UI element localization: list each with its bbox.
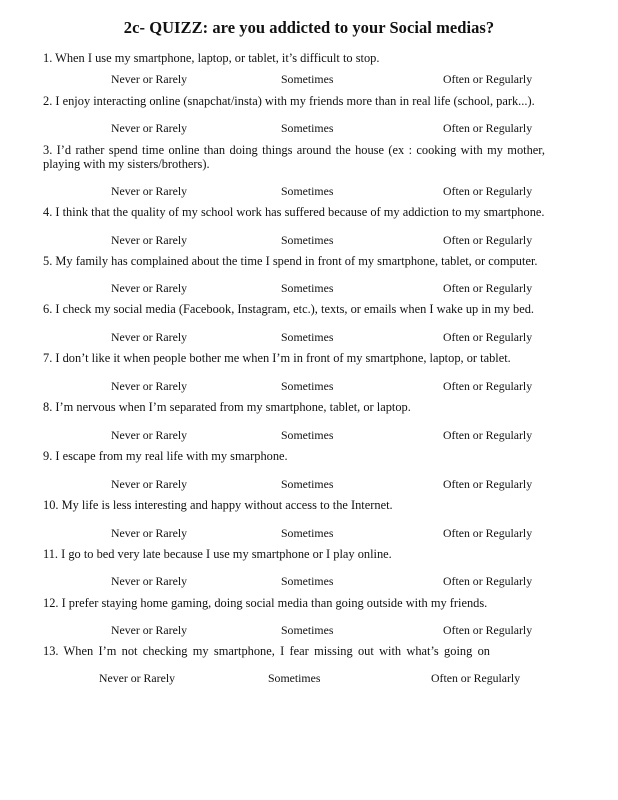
option-often-or-regularly[interactable]: Often or Regularly (443, 330, 533, 344)
option-often-or-regularly[interactable]: Often or Regularly (443, 526, 533, 540)
question-4: 4. I think that the quality of my school work has suffered because of my addiction to my smartphone. (43, 205, 545, 219)
option-often-or-regularly[interactable]: Often or Regularly (431, 671, 521, 685)
option-never-or-rarely[interactable]: Never or Rarely (111, 281, 187, 295)
question-8: 8. I’m nervous when I’m separated from my smartphone, tablet, or laptop. (43, 400, 411, 414)
answer-options-5 (0, 281, 618, 295)
option-often-or-regularly[interactable]: Often or Regularly (443, 428, 533, 442)
option-never-or-rarely[interactable]: Never or Rarely (111, 379, 187, 393)
option-often-or-regularly[interactable]: Often or Regularly (443, 477, 533, 491)
answer-options-4 (0, 233, 618, 247)
question-9: 9. I escape from my real life with my smarphone. (43, 449, 288, 463)
option-sometimes[interactable]: Sometimes (281, 526, 334, 540)
answer-options-8 (0, 428, 618, 442)
answer-options-11 (0, 574, 618, 588)
answer-options-1 (0, 72, 618, 86)
answer-options-10 (0, 526, 618, 540)
option-often-or-regularly[interactable]: Often or Regularly (443, 623, 533, 637)
answer-options-2 (0, 121, 618, 135)
option-never-or-rarely[interactable]: Never or Rarely (111, 623, 187, 637)
option-never-or-rarely[interactable]: Never or Rarely (111, 477, 187, 491)
question-1: 1. When I use my smartphone, laptop, or tablet, it’s difficult to stop. (43, 51, 380, 65)
question-10: 10. My life is less interesting and happy without access to the Internet. (43, 498, 393, 512)
option-often-or-regularly[interactable]: Often or Regularly (443, 72, 533, 86)
option-sometimes[interactable]: Sometimes (281, 72, 334, 86)
option-never-or-rarely[interactable]: Never or Rarely (111, 121, 187, 135)
option-often-or-regularly[interactable]: Often or Regularly (443, 379, 533, 393)
option-never-or-rarely[interactable]: Never or Rarely (111, 526, 187, 540)
answer-options-6 (0, 330, 618, 344)
question-7: 7. I don’t like it when people bother me when I’m in front of my smartphone, laptop, or tablet. (43, 351, 511, 365)
option-never-or-rarely[interactable]: Never or Rarely (111, 72, 187, 86)
answer-options-12 (0, 623, 618, 637)
answer-options-13 (0, 671, 618, 685)
option-often-or-regularly[interactable]: Often or Regularly (443, 184, 533, 198)
option-never-or-rarely[interactable]: Never or Rarely (99, 671, 175, 685)
option-sometimes[interactable]: Sometimes (281, 477, 334, 491)
option-sometimes[interactable]: Sometimes (281, 281, 334, 295)
page-title: 2c- QUIZZ: are you addicted to your Social medias? (123, 18, 495, 37)
option-never-or-rarely[interactable]: Never or Rarely (111, 330, 187, 344)
option-sometimes[interactable]: Sometimes (281, 623, 334, 637)
question-11: 11. I go to bed very late because I use my smartphone or I play online. (43, 547, 392, 561)
option-sometimes[interactable]: Sometimes (281, 233, 334, 247)
option-often-or-regularly[interactable]: Often or Regularly (443, 281, 533, 295)
option-often-or-regularly[interactable]: Often or Regularly (443, 233, 533, 247)
question-13: 13. When I’m not checking my smartphone, I fear missing out with what’s going on (43, 644, 490, 658)
option-never-or-rarely[interactable]: Never or Rarely (111, 574, 187, 588)
answer-options-7 (0, 379, 618, 393)
answer-options-3 (0, 184, 618, 198)
option-sometimes[interactable]: Sometimes (281, 379, 334, 393)
option-often-or-regularly[interactable]: Often or Regularly (443, 121, 533, 135)
option-never-or-rarely[interactable]: Never or Rarely (111, 184, 187, 198)
option-sometimes[interactable]: Sometimes (281, 184, 334, 198)
option-sometimes[interactable]: Sometimes (281, 574, 334, 588)
question-6: 6. I check my social media (Facebook, Instagram, etc.), texts, or emails when I wake up in my bed. (43, 302, 534, 316)
question-5: 5. My family has complained about the time I spend in front of my smartphone, tablet, or computer. (43, 254, 538, 268)
question-3: 3. I’d rather spend time online than doing things around the house (ex : cooking with my mother, playing with my sisters/brothers). (43, 143, 545, 171)
option-sometimes[interactable]: Sometimes (268, 671, 321, 685)
option-sometimes[interactable]: Sometimes (281, 428, 334, 442)
option-never-or-rarely[interactable]: Never or Rarely (111, 428, 187, 442)
question-12: 12. I prefer staying home gaming, doing social media than going outside with my friends. (43, 596, 488, 610)
option-often-or-regularly[interactable]: Often or Regularly (443, 574, 533, 588)
option-sometimes[interactable]: Sometimes (281, 121, 334, 135)
question-2: 2. I enjoy interacting online (snapchat/insta) with my friends more than in real life (school, park...). (43, 94, 535, 108)
option-never-or-rarely[interactable]: Never or Rarely (111, 233, 187, 247)
answer-options-9 (0, 477, 618, 491)
option-sometimes[interactable]: Sometimes (281, 330, 334, 344)
